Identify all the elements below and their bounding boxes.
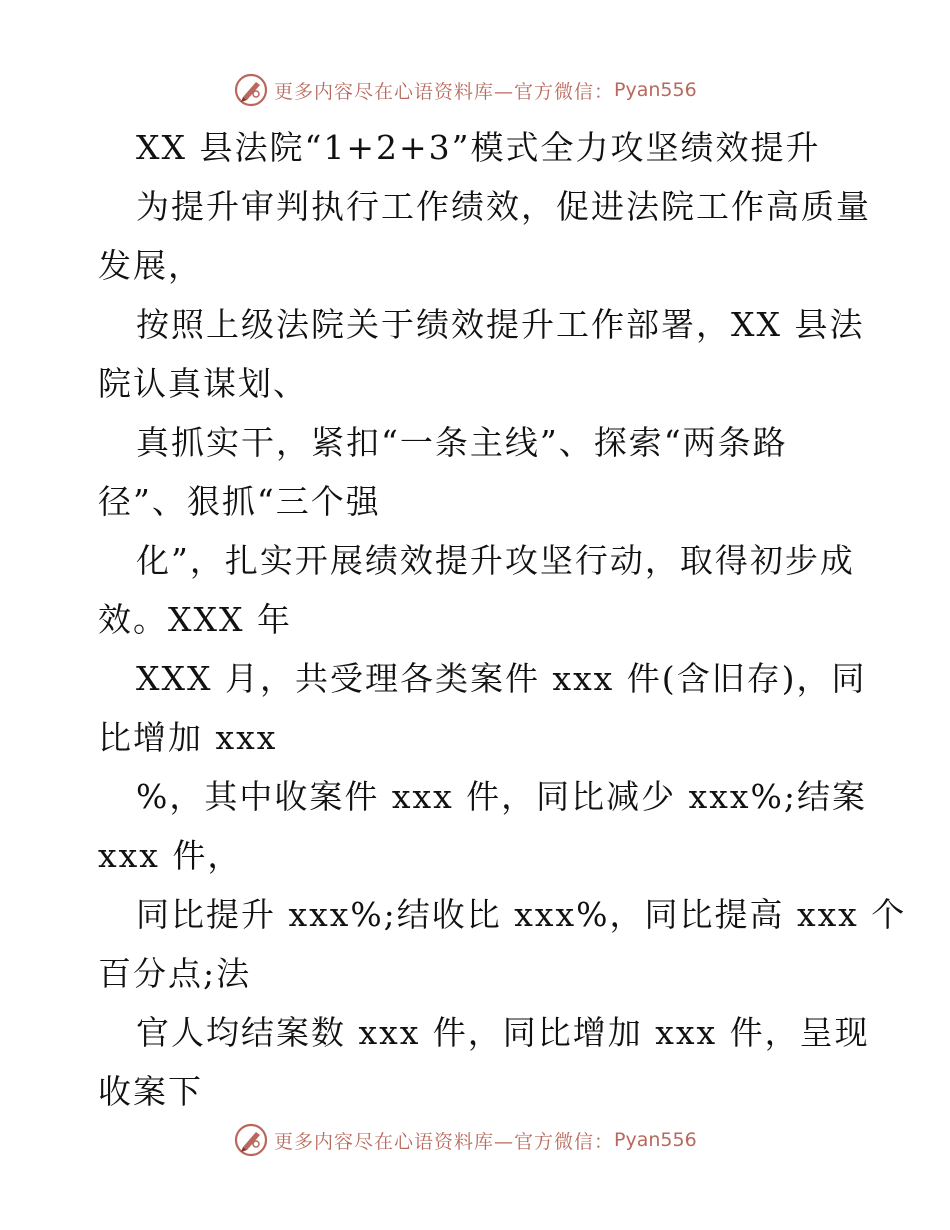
pen-logo-icon [234,73,268,107]
header-banner[interactable] [234,72,697,108]
paragraph-line: %，其中收案件 xxx 件，同比减少 xxx%;结案 [136,777,867,816]
paragraph-line: XXX 月，共受理各类案件 xxx 件(含旧存)，同 [136,659,867,698]
paragraph-line: 收案下 [98,1072,203,1111]
paragraph-line: 化”，扎实开展绩效提升攻坚行动，取得初步成 [136,541,855,580]
paragraph-line: 百分点;法 [98,954,252,993]
paragraph-line: 按照上级法院关于绩效提升工作部署，XX 县法 [136,305,865,344]
document-body [98,118,907,1121]
paragraph-line: 比增加 xxx [98,718,278,757]
header-banner-text: 更多内容尽在心语资料库—官方微信： [274,80,615,103]
pen-logo-icon [234,1123,268,1157]
paragraph-line: 发展， [98,246,203,285]
paragraph-line: 为提升审判执行工作绩效，促进法院工作高质量 [136,187,871,226]
footer-banner-wechat-id: Pyan556 [614,1129,697,1151]
footer-banner-text: 更多内容尽在心语资料库—官方微信： [274,1130,615,1153]
paragraph-line: 院认真谋划、 [98,364,308,403]
paragraph-line: xxx 件， [98,836,243,875]
paragraph-line: 真抓实干，紧扣“一条主线”、探索“两条路 [136,423,788,462]
footer-banner[interactable] [234,1122,697,1158]
paragraph-line: 径”、狠抓“三个强 [98,482,381,521]
paragraph-line: 效。XXX 年 [98,600,292,639]
paragraph-line: 同比提升 xxx%;结收比 xxx%，同比提高 xxx 个 [136,895,907,934]
header-banner-wechat-id: Pyan556 [614,79,697,101]
document-title: XX 县法院“1+2+3”模式全力攻坚绩效提升 [136,128,821,167]
paragraph-line: 官人均结案数 xxx 件，同比增加 xxx 件，呈现 [136,1013,870,1052]
